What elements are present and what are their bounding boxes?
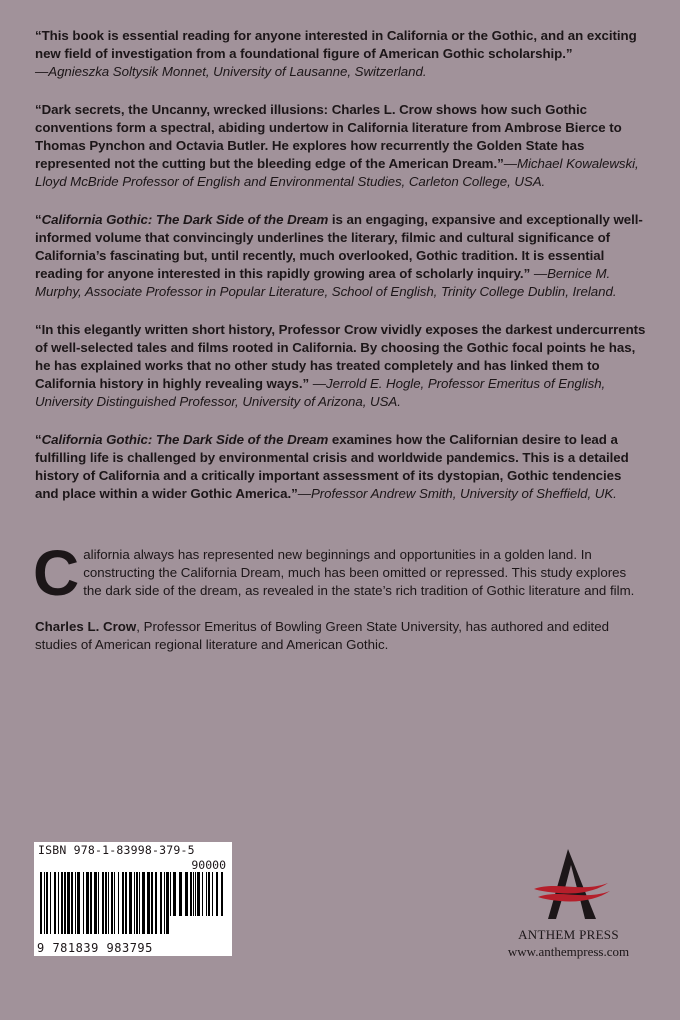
- barcode-bar: [160, 872, 162, 934]
- barcode-bar: [190, 872, 192, 916]
- barcode-bar: [151, 872, 153, 934]
- barcode-bar: [58, 872, 59, 934]
- endorsement-1: [35, 27, 647, 82]
- barcode-bar: [208, 872, 210, 916]
- book-description: [33, 537, 647, 609]
- barcode-bar: [147, 872, 150, 934]
- barcode-bar: [71, 872, 73, 934]
- book-title: California Gothic: The Dark Side of the Dream: [41, 211, 329, 227]
- barcode-bar: [118, 872, 119, 934]
- endorsement-quote: is an engaging, expansive and exceptionally well-informed volume that convincingly underlines the literary, filmic and cultural significance of California’s fascinating but, until recently, much overlooked, Gothic tradition. It is essential reading for anyone interested in this rapidly growing area of scholarly inquiry.”: [35, 211, 643, 282]
- barcode-bar: [83, 872, 84, 934]
- barcode-bar: [105, 872, 107, 934]
- barcode-bar: [102, 872, 104, 934]
- barcode-bar: [125, 872, 127, 934]
- barcode-bar: [129, 872, 132, 934]
- drop-cap: C: [33, 537, 80, 609]
- description-text: alifornia always has represented new beginnings and opportunities in a golden land. In constructing the California Dream, much has been omitted or repressed. This study explores the dark side of the dream, as revealed in the state’s rich tradition of Gothic literature and film.: [83, 547, 635, 599]
- barcode-bar: [206, 872, 207, 916]
- barcode-bar: [114, 872, 115, 934]
- barcode-bar: [216, 872, 218, 916]
- publisher-logo: [486, 845, 651, 965]
- barcode-bar: [67, 872, 70, 934]
- endorsement-attribution: —Agnieszka Soltysik Monnet, University of Lausanne, Switzerland.: [35, 64, 427, 80]
- barcode-bar: [94, 872, 97, 934]
- barcode-bar: [185, 872, 188, 916]
- barcode-bar: [40, 872, 42, 934]
- isbn-addon: 90000: [191, 858, 226, 872]
- barcode-bar: [75, 872, 76, 934]
- barcode-bar: [86, 872, 89, 934]
- barcode-bar: [50, 872, 51, 934]
- author-bio: [35, 618, 647, 654]
- isbn-barcode: [34, 842, 232, 956]
- book-title: California Gothic: The Dark Side of the Dream: [41, 431, 329, 447]
- barcode-bar: [202, 872, 203, 916]
- endorsement-quote: “This book is essential reading for anyone interested in California or the Gothic, and an exciting new field of investigation from a foundational figure of American Gothic scholarship.”: [35, 28, 637, 62]
- barcode-bar: [221, 872, 223, 916]
- barcode-bar: [61, 872, 63, 934]
- barcode-bar: [195, 872, 196, 916]
- barcode-bar: [173, 872, 176, 916]
- barcode-bar: [166, 872, 169, 934]
- barcode-bar: [122, 872, 124, 934]
- endorsement-quote: “In this elegantly written short history, Professor Crow vividly exposes the darkest undercurrents of well-selected tales and films rooted in California. By choosing the Gothic focal points he has, he has explained works that no other study has treated completely and has linked them to California history in highly revealing ways.”: [35, 321, 646, 392]
- barcode-bar: [77, 872, 80, 934]
- barcode-bar: [44, 872, 45, 934]
- endorsement-2: [35, 101, 647, 192]
- barcode-bar: [139, 872, 140, 934]
- barcode-bar: [134, 872, 135, 934]
- barcode-bar: [111, 872, 113, 934]
- barcode-bar: [193, 872, 194, 916]
- endorsement-4: [35, 321, 647, 412]
- endorsement-quote: “Dark secrets, the Uncanny, wrecked illusions: Charles L. Crow shows how such Gothic conventions form a spectral, abiding undertow in California literature from Ambrose Bierce to Thomas Pynchon and Octavia Butler. He explores how recurrently the Golden State has represented not the cutting but the bleeding edge of the American Dream.”: [35, 101, 622, 172]
- barcode-bar: [179, 872, 182, 916]
- barcode-bar: [90, 872, 92, 934]
- endorsement-attribution: —Michael Kowalewski, Lloyd McBride Professor of English and Environmental Studies, Carleton College, USA.: [35, 156, 639, 190]
- barcode-bar: [164, 872, 165, 934]
- barcode-bar: [155, 872, 157, 934]
- barcode-bar: [142, 872, 145, 934]
- endorsement-5: [35, 431, 647, 504]
- isbn-label: ISBN 978-1-83998-379-5: [38, 843, 195, 857]
- barcode-bar: [98, 872, 99, 934]
- endorsement-attribution: —Jerrold E. Hogle, Professor Emeritus of English, University Distinguished Professor, University of Arizona, USA.: [35, 376, 606, 410]
- barcode-bar: [170, 872, 171, 916]
- ean-number: 9 781839 983795: [37, 941, 153, 955]
- barcode-bar: [136, 872, 138, 934]
- barcode-bars: [38, 872, 228, 938]
- author-name: Charles L. Crow: [35, 619, 137, 634]
- endorsement-3: [35, 211, 647, 302]
- endorsement-open-quote: “: [35, 211, 42, 227]
- endorsement-attribution: —Bernice M. Murphy, Associate Professor in Popular Literature, School of English, Trinity College Dublin, Ireland.: [35, 266, 617, 300]
- publisher-url: www.anthempress.com: [507, 944, 630, 959]
- endorsement-quote: examines how the Californian desire to lead a fulfilling life is challenged by environmental crisis and worldwide pandemics. This is a detailed history of California and a critically important assessment of its dystopian, Gothic tendencies and place within a wider Gothic America.”: [35, 431, 629, 502]
- barcode-bar: [54, 872, 56, 934]
- barcode-bar: [212, 872, 213, 916]
- endorsement-attribution: —Professor Andrew Smith, University of Sheffield, UK.: [297, 486, 617, 502]
- author-bio-text: , Professor Emeritus of Bowling Green State University, has authored and edited studies of American regional literature and American Gothic.: [35, 619, 610, 653]
- barcode-bar: [108, 872, 109, 934]
- anthem-a-logo-icon: [486, 845, 651, 927]
- publisher-name: ANTHEM PRESS: [518, 927, 619, 942]
- barcode-bar: [64, 872, 66, 934]
- barcode-bar: [197, 872, 200, 916]
- endorsements: [35, 27, 647, 522]
- barcode-bar: [46, 872, 48, 934]
- endorsement-open-quote: “: [35, 431, 42, 447]
